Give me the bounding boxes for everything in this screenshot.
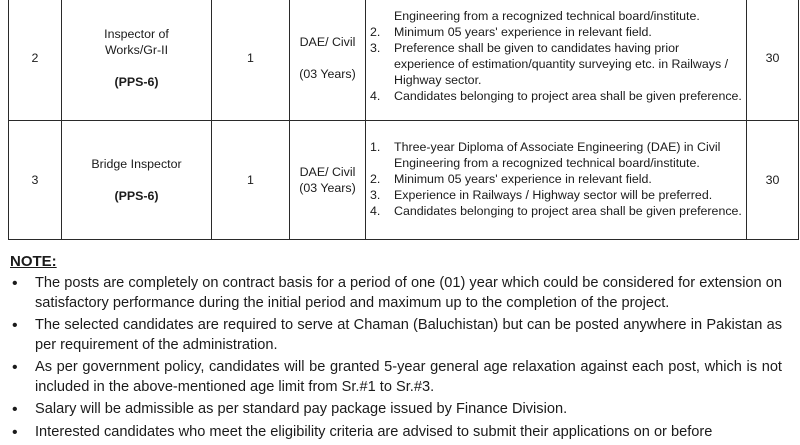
note-section bbox=[10, 253, 782, 442]
requirement-item: 4. Candidates belonging to project area shall be given preference. bbox=[370, 204, 742, 218]
requirements-list bbox=[366, 8, 746, 107]
note-heading: NOTE: bbox=[10, 253, 57, 270]
post-title: Bridge Inspector bbox=[91, 157, 182, 171]
requirement-item: Engineering from a recognized technical board/institute. bbox=[394, 9, 700, 23]
qualification: DAE/ Civil bbox=[299, 34, 356, 49]
post-title: Inspector of Works/Gr-II bbox=[104, 26, 169, 57]
requirement-item: 2. Minimum 05 years' experience in relevant field. bbox=[370, 172, 652, 186]
serial-number-cell: 3 bbox=[9, 121, 62, 240]
number-of-posts-cell: 1 bbox=[212, 0, 290, 121]
table-row bbox=[9, 121, 799, 240]
requirement-item: 2. Minimum 05 years' experience in relevant field. bbox=[370, 25, 652, 39]
requirement-item: 4. Candidates belonging to project area shall be given preference. bbox=[370, 89, 742, 103]
positions-table bbox=[8, 0, 799, 240]
pay-scale: (PPS-6) bbox=[114, 74, 159, 89]
max-age-cell: 30 bbox=[747, 0, 799, 121]
pay-scale: (PPS-6) bbox=[114, 189, 159, 203]
note-item bbox=[10, 400, 782, 420]
qualification: DAE/ Civil (03 Years) bbox=[299, 165, 356, 195]
requirement-number: 2. bbox=[370, 172, 381, 186]
qualification-cell bbox=[290, 121, 366, 240]
note-item bbox=[10, 423, 782, 443]
note-item bbox=[10, 274, 782, 313]
qualification-duration: (03 Years) bbox=[299, 66, 356, 81]
bullet-icon: • bbox=[12, 359, 18, 376]
requirement-number: 4. bbox=[370, 89, 381, 103]
table-row bbox=[9, 0, 799, 121]
bullet-icon: • bbox=[12, 317, 18, 334]
note-item bbox=[10, 316, 782, 355]
note-text: The selected candidates are required to serve at Chaman (Baluchistan) but can be posted anywhere in Pakistan as per requirement of the administration. bbox=[35, 317, 782, 353]
requirement-number: 1. bbox=[370, 140, 381, 154]
requirement-number: 2. bbox=[370, 25, 381, 39]
requirements-cell bbox=[366, 121, 747, 240]
number-of-posts-cell: 1 bbox=[212, 121, 290, 240]
qualification-cell bbox=[290, 0, 366, 121]
note-text: Salary will be admissible as per standard pay package issued by Finance Division. bbox=[35, 401, 568, 417]
post-name-cell bbox=[62, 121, 212, 240]
bullet-icon: • bbox=[12, 401, 18, 418]
requirements-list bbox=[366, 138, 746, 222]
note-text: The posts are completely on contract basis for a period of one (01) year which could be considered for extension on satisfactory performance during the initial period and maximum up to the completion of the project. bbox=[35, 275, 782, 311]
max-age-cell: 30 bbox=[747, 121, 799, 240]
bullet-icon: • bbox=[12, 275, 18, 292]
note-text: As per government policy, candidates will be granted 5-year general age relaxation against each post, which is not included in the above-mentioned age limit from Sr.#1 to Sr.#3. bbox=[35, 359, 782, 395]
requirement-number: 4. bbox=[370, 204, 381, 218]
requirement-item: 1. Three-year Diploma of Associate Engineering (DAE) in Civil Engineering from a recognized technical board/institute. bbox=[370, 140, 721, 170]
requirement-number: 3. bbox=[370, 41, 381, 55]
serial-number-cell: 2 bbox=[9, 0, 62, 121]
note-text: Interested candidates who meet the eligibility criteria are advised to submit their applications on or before bbox=[35, 423, 713, 440]
note-item bbox=[10, 358, 782, 397]
requirements-cell bbox=[366, 0, 747, 121]
requirement-item: 3. Experience in Railways / Highway sector will be preferred. bbox=[370, 188, 713, 202]
note-list bbox=[10, 274, 782, 442]
requirement-number: 3. bbox=[370, 188, 381, 202]
post-name-cell bbox=[62, 0, 212, 121]
requirement-item: 3. Preference shall be given to candidates having prior experience of estimation/quantity surveying etc. in Railways / Highway sector. bbox=[370, 41, 729, 87]
bullet-icon: • bbox=[12, 423, 18, 441]
